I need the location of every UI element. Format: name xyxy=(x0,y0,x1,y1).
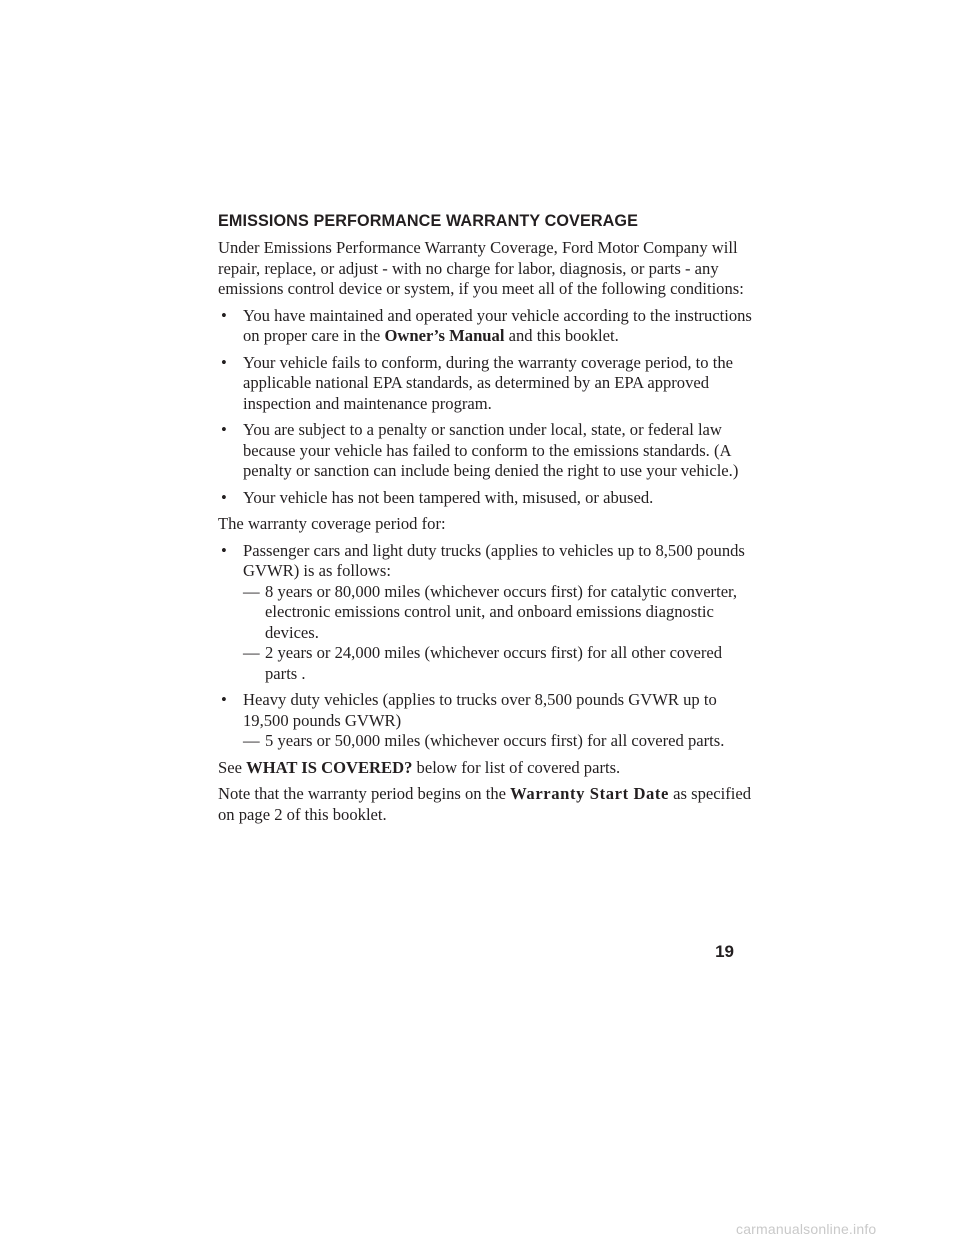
page-content xyxy=(218,210,758,831)
condition-text: Your vehicle fails to conform, during the warranty coverage period, to the applicable national EPA standards, as determined by an EPA approved inspection and maintenance program. xyxy=(243,352,733,413)
period-subitem xyxy=(218,643,758,684)
warranty-start-date-ref: Warranty Start Date xyxy=(510,784,670,803)
intro-paragraph: Under Emissions Performance Warranty Coverage, Ford Motor Company will repair, replace, or adjust - with no charge for labor, diagnosis, or parts - any emissions control device or system, if you meet all of the following conditions: xyxy=(218,238,744,298)
period-subitem xyxy=(218,731,758,752)
period-subitem-text: 5 years or 50,000 miles (whichever occurs first) for all covered parts. xyxy=(265,731,725,750)
watermark: carmanualsonline.info xyxy=(736,1221,877,1237)
period-text: Passenger cars and light duty trucks (applies to vehicles up to 8,500 pounds GVWR) is as follows: xyxy=(243,540,745,580)
condition-item xyxy=(218,488,758,509)
condition-text: You have maintained and operated your vehicle according to the instructions on proper care in the xyxy=(243,305,752,345)
period-subitem-text: 2 years or 24,000 miles (whichever occurs first) for all other covered parts . xyxy=(265,643,723,683)
dash-icon: — xyxy=(243,643,260,662)
period-subitem-text: 8 years or 80,000 miles (whichever occurs first) for catalytic converter, electronic emissions control unit, and onboard emissions diagnostic devices. xyxy=(265,581,738,642)
bullet-icon: • xyxy=(221,305,227,325)
see-prefix: See xyxy=(218,757,247,777)
period-subitem xyxy=(218,582,758,644)
dash-icon: — xyxy=(243,581,260,601)
condition-item xyxy=(218,420,758,482)
owners-manual-ref: Owner’s Manual xyxy=(384,326,505,345)
bullet-icon: • xyxy=(221,420,227,439)
condition-text-end: and this booklet. xyxy=(504,326,619,345)
what-is-covered-ref: WHAT IS COVERED? xyxy=(246,757,413,777)
period-text: Heavy duty vehicles (applies to trucks over 8,500 pounds GVWR up to 19,500 pounds GVWR) xyxy=(243,690,717,730)
condition-text: Your vehicle has not been tampered with, misused, or abused. xyxy=(243,487,654,507)
condition-item xyxy=(218,306,758,347)
bullet-icon: • xyxy=(221,690,227,709)
see-suffix: below for list of covered parts. xyxy=(412,757,621,777)
see-paragraph xyxy=(218,758,758,779)
bullet-icon: • xyxy=(221,352,227,372)
note-paragraph xyxy=(218,784,758,825)
note-suffix: as specified on page 2 of this booklet. xyxy=(218,784,752,824)
condition-text: You are subject to a penalty or sanction under local, state, or federal law because your vehicle has failed to conform to the emissions standards. (A penalty or sanction can include being denied the right to use your vehicle.) xyxy=(243,420,739,480)
dash-icon: — xyxy=(243,731,260,750)
condition-item xyxy=(218,353,758,415)
bullet-icon: • xyxy=(221,540,227,560)
period-item xyxy=(218,541,758,582)
page-number: 19 xyxy=(715,942,734,961)
period-intro: The warranty coverage period for: xyxy=(218,514,446,533)
period-item xyxy=(218,690,758,731)
bullet-icon: • xyxy=(221,487,227,507)
section-heading: EMISSIONS PERFORMANCE WARRANTY COVERAGE xyxy=(218,212,639,230)
note-prefix: Note that the warranty period begins on the xyxy=(218,784,511,803)
